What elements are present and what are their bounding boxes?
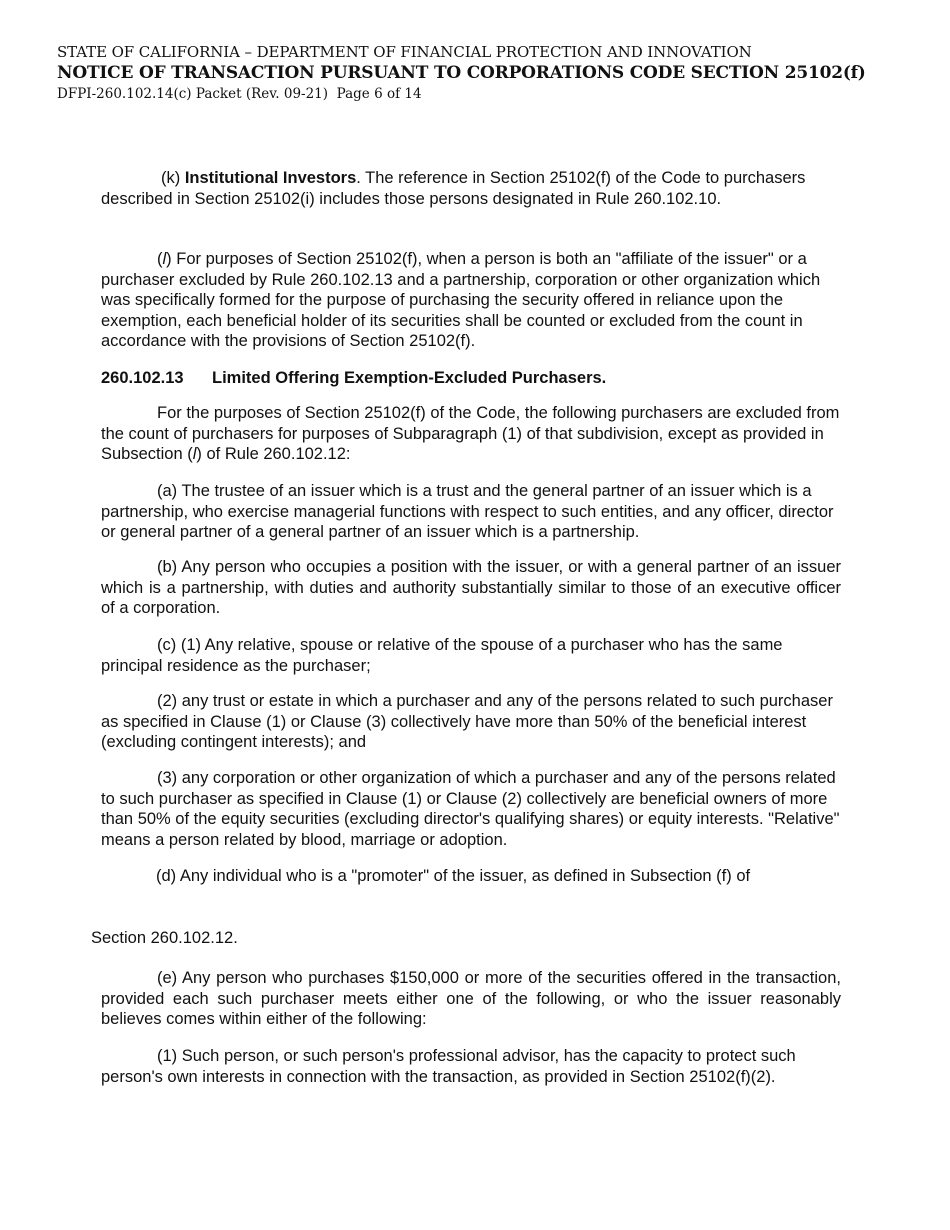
agency-line: STATE OF CALIFORNIA – DEPARTMENT OF FINANCIAL PROTECTION AND INNOVATION — [57, 43, 752, 61]
section-intro-letter: l — [192, 445, 197, 463]
section-intro — [101, 403, 841, 465]
paragraph-e: (e) Any person who purchases $150,000 or more of the securities offered in the transaction, provided each such purchaser meets either one of the following, or who the issuer reasonably believes comes within either of the following: — [101, 969, 841, 1028]
section-intro-text: For the purposes of Section 25102(f) of the Code, the following purchasers are excluded from the count of purchasers for purposes of Subparagraph (1) of that subdivision, except as provided in Subsection ( — [101, 404, 840, 463]
paragraph-l-text: For purposes of Section 25102(f), when a person is both an "affiliate of the issuer" or a purchaser excluded by Rule 260.102.13 and a partnership, corporation or other organization which was specifically formed for the purpose of purchasing the security offered in reliance upon the exemption, each beneficial holder of its securities shall be counted or excluded from the count in accordance with the provisions of Section 25102(f). — [101, 250, 821, 350]
paragraph-l-close: ) — [166, 250, 172, 268]
paragraph-k-text: . The reference in Section 25102(f) of the Code to purchasers described in Section 25102(i) includes those persons designated in Rule 260.102.10. — [101, 169, 806, 208]
section-number: 260.102.13 — [101, 369, 184, 387]
paragraph-d-continuation: Section 260.102.12. — [91, 929, 238, 947]
paragraph-l — [101, 249, 841, 352]
paragraph-l-letter: l — [162, 250, 167, 268]
paragraph-k-marker: (k) — [161, 169, 181, 187]
paragraph-k-heading: Institutional Investors — [184, 169, 357, 187]
paragraph-k — [101, 168, 841, 209]
paragraph-c3: (3) any corporation or other organization of which a purchaser and any of the persons related to such purchaser as specified in Clause (1) or Clause (2) collectively are beneficial owners of more than 50% of the equity securities (excluding director's qualifying shares) or equity interests. "Relative" means a person related by blood, marriage or adoption. — [101, 769, 840, 849]
page-header — [57, 43, 866, 104]
paragraph-l-open: ( — [157, 250, 163, 268]
paragraph-a: (a) The trustee of an issuer which is a trust and the general partner of an issuer which is a partnership, who exercise managerial functions with respect to such entities, and any officer, director or general partner of a general partner of an issuer which is a partnership. — [101, 482, 834, 541]
section-intro-tail: ) of Rule 260.102.12: — [196, 445, 351, 463]
section-title: Limited Offering Exemption-Excluded Purchasers. — [212, 369, 607, 387]
paragraph-e1: (1) Such person, or such person's professional advisor, has the capacity to protect such person's own interests in connection with the transaction, as provided in Section 25102(f)(2). — [101, 1047, 796, 1086]
paragraph-c2: (2) any trust or estate in which a purchaser and any of the persons related to such purchaser as specified in Clause (1) or Clause (3) collectively have more than 50% of the beneficial interest (excluding contingent interests); and — [101, 692, 833, 751]
paragraph-c1: (c) (1) Any relative, spouse or relative of the spouse of a purchaser who has the same principal residence as the purchaser; — [101, 636, 783, 675]
paragraph-b: (b) Any person who occupies a position with the issuer, or with a general partner of an issuer which is a partnership, with duties and authority substantially similar to those of an executive officer of a corporation. — [101, 558, 841, 617]
notice-title: NOTICE OF TRANSACTION PURSUANT TO CORPORATIONS CODE SECTION 25102(f) — [57, 63, 866, 83]
paragraph-d: (d) Any individual who is a "promoter" of the issuer, as defined in Subsection (f) of — [156, 867, 751, 885]
form-info: DFPI-260.102.14(c) Packet (Rev. 09-21) Page 6 of 14 — [57, 86, 422, 102]
section-heading — [101, 368, 841, 389]
